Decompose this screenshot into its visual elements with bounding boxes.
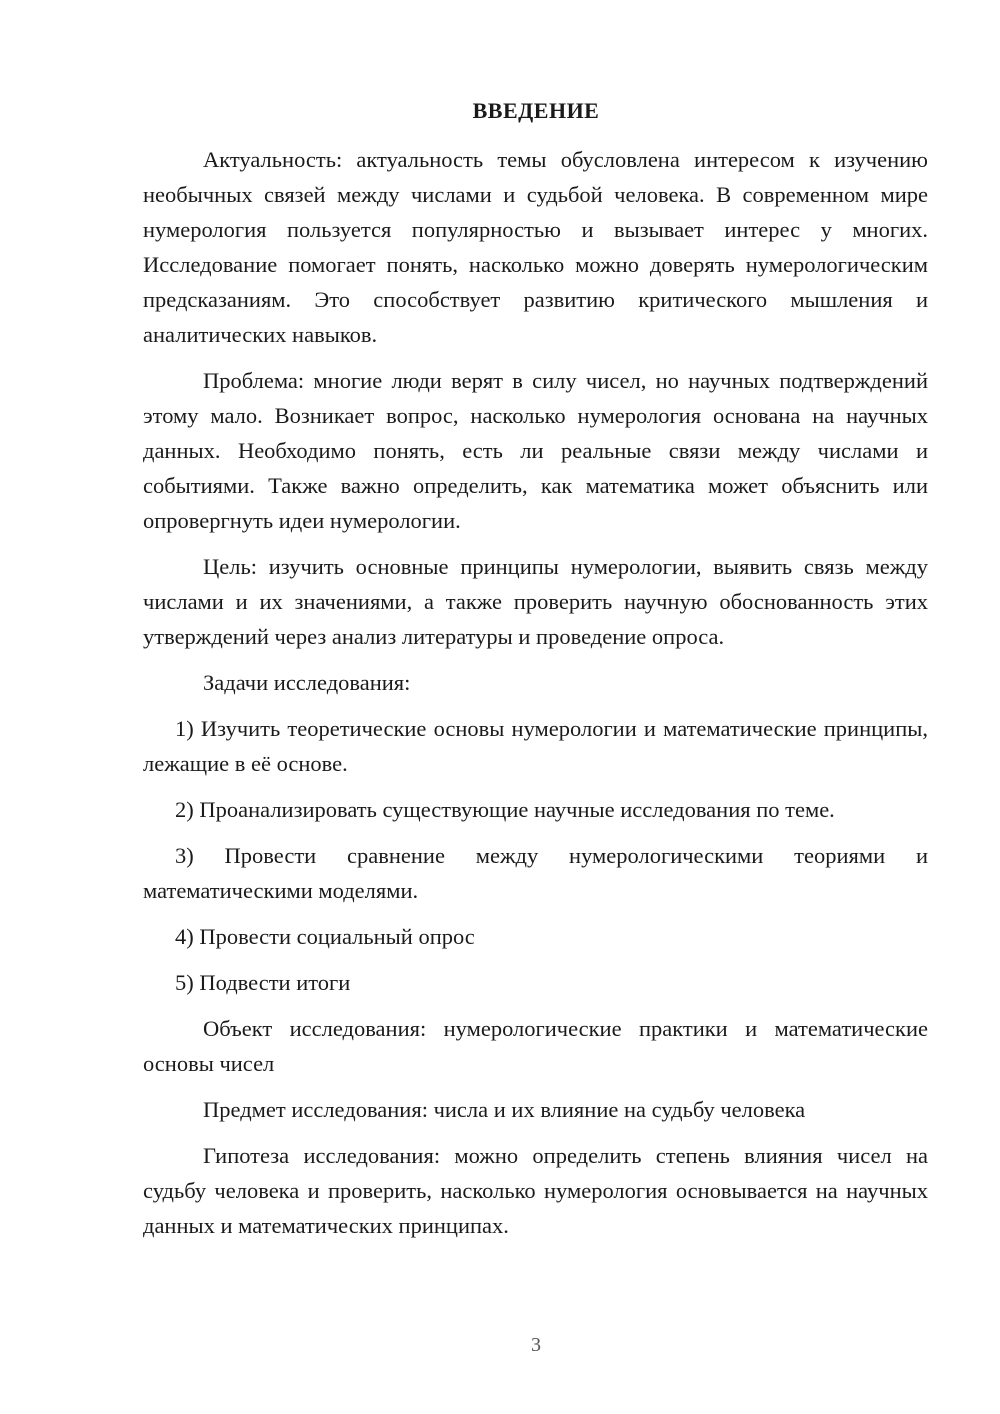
task-item: 4) Провести социальный опрос [175,924,475,949]
document-body [143,142,928,1254]
hypothesis-paragraph: Гипотеза исследования: можно определить степень влияния чисел на судьбу человека и проверить, насколько нумерология основывается на научных данных и математических принципах. [143,1143,928,1238]
tasks-heading: Задачи исследования: [203,670,411,695]
task-item: 2) Проанализировать существующие научные исследования по теме. [175,797,835,822]
goal-paragraph: Цель: изучить основные принципы нумерологии, выявить связь между числами и их значениями, а также проверить научную обоснованность этих утверждений через анализ литературы и проведение опроса. [143,554,928,649]
object-paragraph: Объект исследования: нумерологические практики и математические основы чисел [143,1016,928,1076]
task-item: 5) Подвести итоги [175,970,351,995]
page-title: ВВЕДЕНИЕ [472,98,600,123]
page-number: 3 [531,1334,541,1356]
relevance-paragraph: Актуальность: актуальность темы обусловлена интересом к изучению необычных связей между числами и судьбой человека. В современном мире нумерология пользуется популярностью и вызывает интерес у многих. Исследование помогает понять, насколько можно доверять нумерологическим предсказаниям. Это способствует развитию критического мышления и аналитических навыков. [143,147,928,347]
task-item: 1) Изучить теоретические основы нумерологии и математические принципы, лежащие в её основе. [143,716,928,776]
task-item: 3) Провести сравнение между нумерологическими теориями и математическими моделями. [143,843,928,903]
subject-paragraph: Предмет исследования: числа и их влияние на судьбу человека [203,1097,806,1122]
problem-paragraph: Проблема: многие люди верят в силу чисел, но научных подтверждений этому мало. Возникает вопрос, насколько нумерология основана на научных данных. Необходимо понять, есть ли реальные связи между числами и событиями. Также важно определить, как математика может объяснить или опровергнуть идеи нумерологии. [143,368,928,533]
